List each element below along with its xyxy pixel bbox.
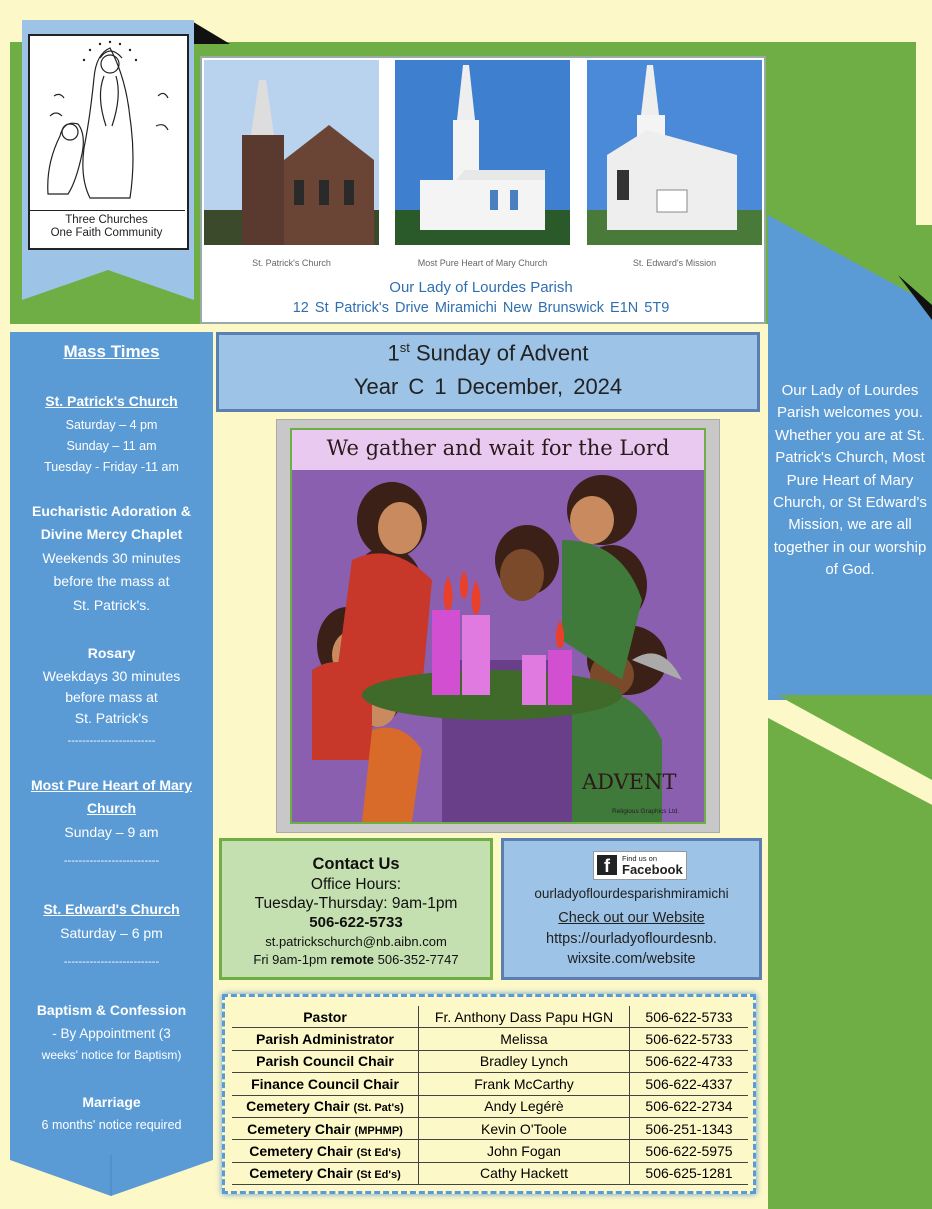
staff-phone[interactable]: 506-622-2734 [630, 1095, 749, 1117]
adoration-heading-1: Eucharistic Adoration & [32, 503, 191, 519]
title-line-1 [216, 340, 760, 366]
staff-phone[interactable]: 506-622-4337 [630, 1073, 749, 1095]
staff-name: Frank McCarthy [419, 1073, 630, 1095]
staff-role-label: Cemetery Chair [247, 1120, 351, 1137]
advent-illustration [292, 430, 704, 822]
photo-caption-most-pure-heart: Most Pure Heart of Mary Church [417, 258, 548, 268]
facebook-badge-big: Facebook [622, 862, 683, 877]
staff-role-label: Pastor [303, 1008, 347, 1025]
st-patricks-sunday: Sunday – 11 am [66, 439, 157, 453]
st-patricks-heading: St. Patrick's Church [45, 393, 178, 409]
most-pure-heart-sunday: Sunday – 9 am [64, 824, 159, 840]
baptism-line-1: - By Appointment (3 [52, 1026, 171, 1041]
artwork-caption-bottom: ADVENT [582, 770, 677, 794]
facebook-badge[interactable] [593, 851, 687, 880]
table-row [232, 1073, 748, 1095]
contact-phone[interactable]: 506-622-5733 [309, 914, 403, 931]
adoration-line-1: Weekends 30 minutes [42, 550, 181, 566]
mass-times-heading: Mass Times [63, 342, 160, 361]
rosary-line-2: before mass at [65, 689, 158, 705]
staff-role-note: (St Ed's) [356, 1147, 401, 1160]
office-hours: Tuesday-Thursday: 9am-1pm [254, 895, 458, 912]
right-diagonal-stripe [768, 690, 932, 820]
corner-triangle [190, 20, 230, 44]
title-line-2: Year C 1 December, 2024 [353, 374, 623, 399]
artwork-credit: Religious Graphics Ltd. [612, 808, 680, 815]
staff-role-label: Parish Council Chair [256, 1053, 394, 1070]
table-row [232, 1028, 748, 1050]
staff-name: Bradley Lynch [419, 1050, 630, 1072]
most-pure-heart-photo [395, 60, 570, 272]
welcome-message: Our Lady of Lourdes Parish welcomes you. Whether you are at St. Patrick's Church, Most Pure Heart of Mary Church, or St Edward's Mission, we are all together in our worship of God. [773, 382, 927, 579]
artwork-caption-top: We gather and wait for the Lord [326, 436, 670, 460]
staff-role-note: (St. Pat's) [353, 1102, 404, 1115]
website-url-2[interactable]: wixsite.com/website [567, 951, 696, 967]
table-row [232, 1162, 748, 1184]
rosary-line-1: Weekdays 30 minutes [42, 668, 181, 684]
st-edwards-saturday: Saturday – 6 pm [60, 925, 163, 941]
marriage-heading: Marriage [82, 1094, 141, 1110]
adoration-line-2: before the mass at [53, 573, 170, 589]
st-patricks-photo [204, 60, 379, 272]
st-patricks-weekday: Tuesday - Friday -11 am [44, 460, 179, 474]
staff-name: Melissa [419, 1028, 630, 1050]
staff-role-note: (St Ed's) [356, 1169, 401, 1182]
baptism-heading: Baptism & Confession [36, 1002, 187, 1018]
title-ordinal-suffix: st [399, 340, 410, 355]
staff-name: Andy Legérè [419, 1095, 630, 1117]
adoration-line-3: St. Patrick's. [72, 597, 151, 613]
mass-times-banner-tail [10, 1150, 213, 1198]
baptism-line-2: weeks' notice for Baptism) [41, 1048, 182, 1062]
photo-caption-st-edwards: St. Edward's Mission [632, 258, 717, 268]
contact-email[interactable]: st.patrickschurch@nb.aibn.com [265, 934, 447, 949]
staff-phone[interactable]: 506-622-5975 [630, 1140, 749, 1162]
staff-role [232, 1073, 419, 1095]
staff-role [232, 1117, 419, 1139]
table-row [232, 1140, 748, 1162]
divider-3: -------------------------- [63, 956, 160, 968]
facebook-badge-small: Find us on [622, 854, 658, 863]
staff-role-label: Finance Council Chair [251, 1075, 399, 1092]
parish-address: 12 St Patrick's Drive Miramichi New Brunswick E1N 5T9 [292, 300, 670, 316]
staff-phone[interactable]: 506-625-1281 [630, 1162, 749, 1184]
table-row [232, 1117, 748, 1139]
staff-phone[interactable]: 506-622-4733 [630, 1050, 749, 1072]
table-row [232, 1095, 748, 1117]
st-patricks-saturday: Saturday – 4 pm [65, 418, 158, 432]
table-row [232, 1050, 748, 1072]
staff-phone[interactable]: 506-622-5733 [630, 1006, 749, 1028]
staff-name: Fr. Anthony Dass Papu HGN [419, 1006, 630, 1028]
website-link[interactable]: Check out our Website [558, 910, 705, 926]
website-url-1[interactable]: https://ourladyoflourdesnb. [546, 931, 717, 947]
staff-role [232, 1095, 419, 1117]
parish-name: Our Lady of Lourdes Parish [389, 279, 573, 296]
contact-heading: Contact Us [312, 855, 400, 873]
logo-caption-line1: Three Churches [65, 214, 148, 226]
divider-1: ------------------------ [67, 735, 156, 747]
staff-table [232, 1006, 748, 1185]
staff-phone[interactable]: 506-622-5733 [630, 1028, 749, 1050]
staff-name: John Fogan [419, 1140, 630, 1162]
logo-caption-line2: One Faith Community [50, 227, 163, 239]
staff-role [232, 1140, 419, 1162]
table-row [232, 1006, 748, 1028]
rosary-heading: Rosary [87, 645, 136, 661]
title-occasion: Sunday of Advent [409, 340, 589, 366]
staff-role [232, 1028, 419, 1050]
remote-label: remote [330, 952, 375, 967]
facebook-icon: f [597, 855, 617, 875]
staff-role [232, 1162, 419, 1184]
remote-phone[interactable]: 506-352-7747 [374, 952, 459, 967]
st-edwards-photo [587, 60, 762, 272]
adoration-heading-2: Divine Mercy Chaplet [40, 526, 183, 542]
mary-and-bernadette-drawing [30, 36, 187, 208]
divider-2: -------------------------- [63, 855, 160, 867]
staff-role [232, 1006, 419, 1028]
rosary-line-3: St. Patrick's [74, 710, 149, 726]
marriage-line: 6 months' notice required [41, 1118, 182, 1132]
photo-caption-st-patricks: St. Patrick's Church [252, 258, 331, 268]
staff-role-label: Cemetery Chair [249, 1165, 353, 1182]
staff-name: Kevin O'Toole [419, 1117, 630, 1139]
st-edwards-heading: St. Edward's Church [43, 901, 180, 917]
title-ordinal: 1 [387, 340, 400, 366]
most-pure-heart-heading-1: Most Pure Heart of Mary [30, 777, 193, 793]
friday-hours: Fri 9am-1pm [253, 952, 331, 967]
staff-name: Cathy Hackett [419, 1162, 630, 1184]
staff-role-label: Parish Administrator [256, 1031, 394, 1048]
staff-role-label: Cemetery Chair [246, 1098, 350, 1115]
staff-phone[interactable]: 506-251-1343 [630, 1117, 749, 1139]
staff-role-note: (MPHMP) [354, 1124, 403, 1137]
friday-remote-line [219, 952, 493, 967]
most-pure-heart-heading-2: Church [87, 800, 136, 816]
staff-role [232, 1050, 419, 1072]
office-hours-label: Office Hours: [310, 876, 402, 893]
facebook-page-name[interactable]: ourladyoflourdesparishmiramichi [534, 886, 729, 901]
logo-caption [28, 210, 185, 250]
staff-role-label: Cemetery Chair [249, 1143, 353, 1160]
advent-artwork [290, 428, 706, 824]
